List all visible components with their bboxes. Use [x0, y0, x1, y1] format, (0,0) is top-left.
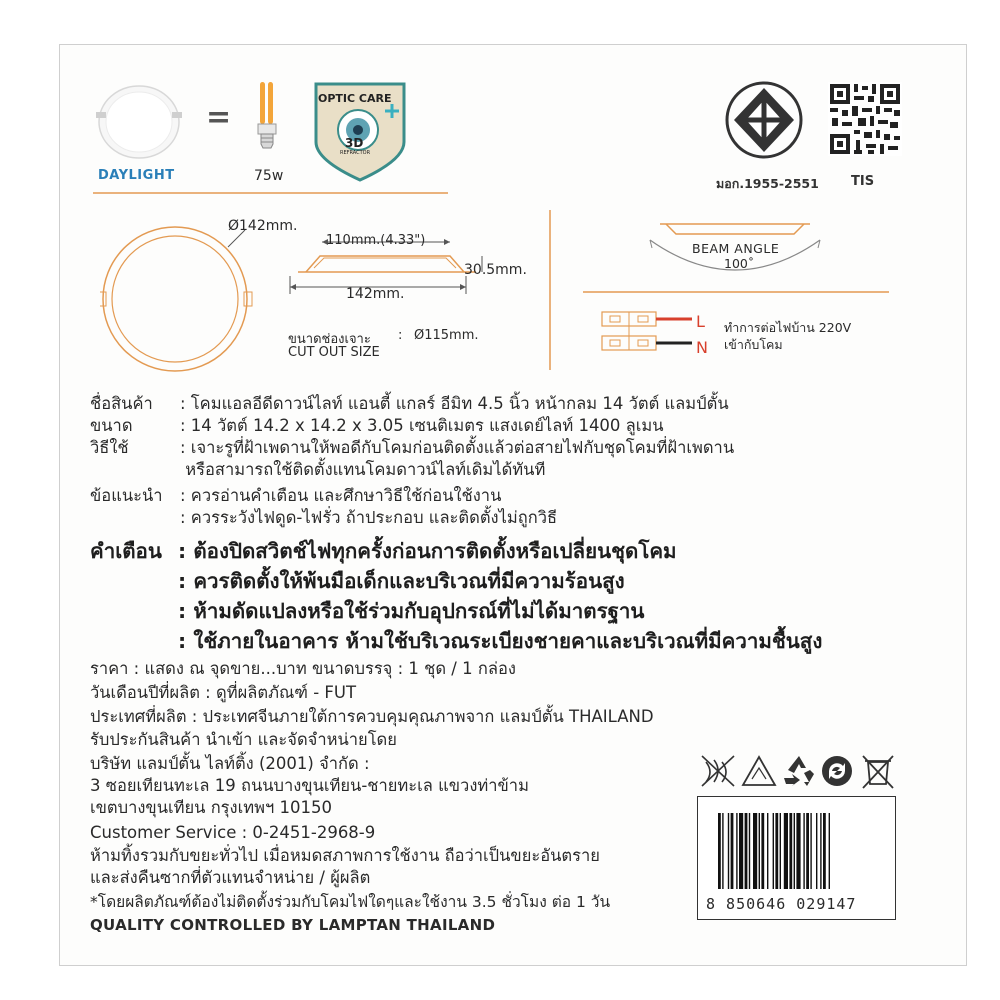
spec-row: วิธีใช้ : เจาะรูที่ฝ้าเพดานให้พอดีกับโคมก่อนติดตั้งแล้วต่อสายไฟกับชุดโคมที่ฝ้าเพดาน — [90, 438, 735, 457]
cutout-label-th: ขนาดช่องเจาะ — [288, 332, 371, 347]
downlight-image — [94, 82, 184, 162]
barcode-number: 8 850646 029147 — [706, 895, 857, 913]
tis-cert-icon — [724, 80, 804, 160]
wire-l-label: L — [696, 312, 705, 331]
symbols-row — [700, 754, 896, 790]
info-line: และส่งคืนซากที่ตัวแทนจำหน่าย / ผู้ผลิต — [90, 868, 371, 887]
triangle-warning-icon — [743, 757, 775, 785]
beam-angle-label: BEAM ANGLE — [692, 241, 780, 256]
spec-row: ขนาด : 14 วัตต์ 14.2 x 14.2 x 3.05 เซนติเมตร แสงเดย์ไลท์ 1400 ลูเมน — [90, 416, 664, 435]
right-divider — [583, 290, 889, 294]
recycle-icon — [784, 756, 814, 786]
front-view-drawing — [100, 222, 260, 382]
spec-row: ชื่อสินค้า : โคมแอลอีดีดาวน์ไลท์ แอนตี้ แกลร์ อีมิท 4.5 นิ้ว หน้ากลม 14 วัตต์ แลมป์ตั้น — [90, 394, 729, 413]
warning-row: : ห้ามดัดแปลงหรือใช้ร่วมกับอุปกรณ์ที่ไม่ได้มาตรฐาน — [178, 599, 645, 623]
wire-note-1: ทำการต่อไฟบ้าน 220V — [724, 320, 852, 335]
info-line: *โดยผลิตภัณฑ์ต้องไม่ติดตั้งร่วมกับโคมไฟใดๆและใช้งาน 3.5 ชั่วโมง ต่อ 1 วัน — [90, 893, 611, 911]
warning-row: : ใช้ภายในอาคาร ห้ามใช้บริเวณระเบียงชายคาและบริเวณที่มีความชื้นสูง — [178, 629, 823, 653]
wire-note-2: เข้ากับโคม — [724, 337, 783, 352]
qr-code — [828, 82, 902, 156]
width-bottom-label: 142mm. — [346, 286, 405, 302]
spec-row: : ควรระวังไฟดูด-ไฟรั่ว ถ้าประกอบ และติดตั้งไม่ถูกวิธี — [180, 508, 558, 527]
info-line: ห้ามทิ้งรวมกับขยะทั่วไป เมื่อหมดสภาพการใช้งาน ถือว่าเป็นขยะอันตราย — [90, 846, 600, 865]
info-line: รับประกันสินค้า นำเข้า และจัดจำหน่ายโดย — [90, 730, 397, 749]
optic-refractor-label: REFRACTOR — [340, 150, 371, 156]
info-line: ราคา : แสดง ณ จุดขาย...บาท ขนาดบรรจุ : 1 ชุด / 1 กล่อง — [90, 659, 516, 678]
spec-row: หรือสามารถใช้ติดตั้งแทนโคมดาวน์ไลท์เดิมได้ทันที — [180, 460, 546, 479]
info-line: วันเดือนปีที่ผลิต : ดูที่ผลิตภัณฑ์ - FUT — [90, 683, 357, 702]
top-divider — [93, 190, 448, 196]
quality-footer: QUALITY CONTROLLED BY LAMPTAN THAILAND — [90, 916, 496, 934]
equals-sign: = — [206, 100, 232, 135]
optic-3d-label: 3D — [345, 136, 364, 150]
connector-drawing — [600, 308, 700, 358]
cutout-value: Ø115mm. — [414, 328, 479, 343]
bulb-icon — [252, 80, 282, 158]
warning-row: คำเตือน : ต้องปิดสวิตช์ไฟทุกครั้งก่อนการติดตั้งหรือเปลี่ยนชุดโคม — [90, 539, 677, 563]
watt-label: 75w — [254, 168, 284, 184]
spec-row: ข้อแนะนำ : ควรอ่านคำเตือน และศึกษาวิธีใช้ก่อนใช้งาน — [90, 486, 502, 505]
barcode-bars — [718, 813, 880, 889]
diameter-label: Ø142mm. — [228, 218, 298, 234]
cert-number: มอก.1955-2551 — [716, 176, 819, 191]
no-glass-icon — [702, 756, 734, 786]
info-line: 3 ซอยเทียนทะเล 19 ถนนบางขุนเทียน-ชายทะเล แขวงท่าข้าม — [90, 776, 529, 795]
tis-label: TIS — [851, 174, 875, 189]
crossed-bin-icon — [863, 756, 893, 788]
cutout-sep: : — [398, 328, 403, 343]
beam-angle-value: 100˚ — [724, 256, 755, 271]
optic-care-title: OPTIC CARE — [318, 92, 392, 105]
wire-n-label: N — [696, 338, 708, 357]
vertical-divider — [548, 210, 552, 370]
barcode — [697, 796, 896, 920]
daylight-label: DAYLIGHT — [98, 168, 175, 183]
info-line: ประเทศที่ผลิต : ประเทศจีนภายใต้การควบคุมคุณภาพจาก แลมป์ตั้น THAILAND — [90, 707, 654, 726]
cutout-label-en: CUT OUT SIZE — [288, 345, 380, 360]
height-label: 30.5mm. — [464, 262, 527, 278]
recovery-icon — [822, 756, 852, 786]
width-top-label: 110mm.(4.33") — [326, 233, 426, 248]
info-line: บริษัท แลมป์ตั้น ไลท์ติ้ง (2001) จำกัด : — [90, 754, 370, 773]
warning-row: : ควรติดตั้งให้พ้นมือเด็กและบริเวณที่มีความร้อนสูง — [178, 569, 625, 593]
info-line: Customer Service : 0-2451-2968-9 — [90, 823, 376, 842]
info-line: เขตบางขุนเทียน กรุงเทพฯ 10150 — [90, 798, 332, 817]
